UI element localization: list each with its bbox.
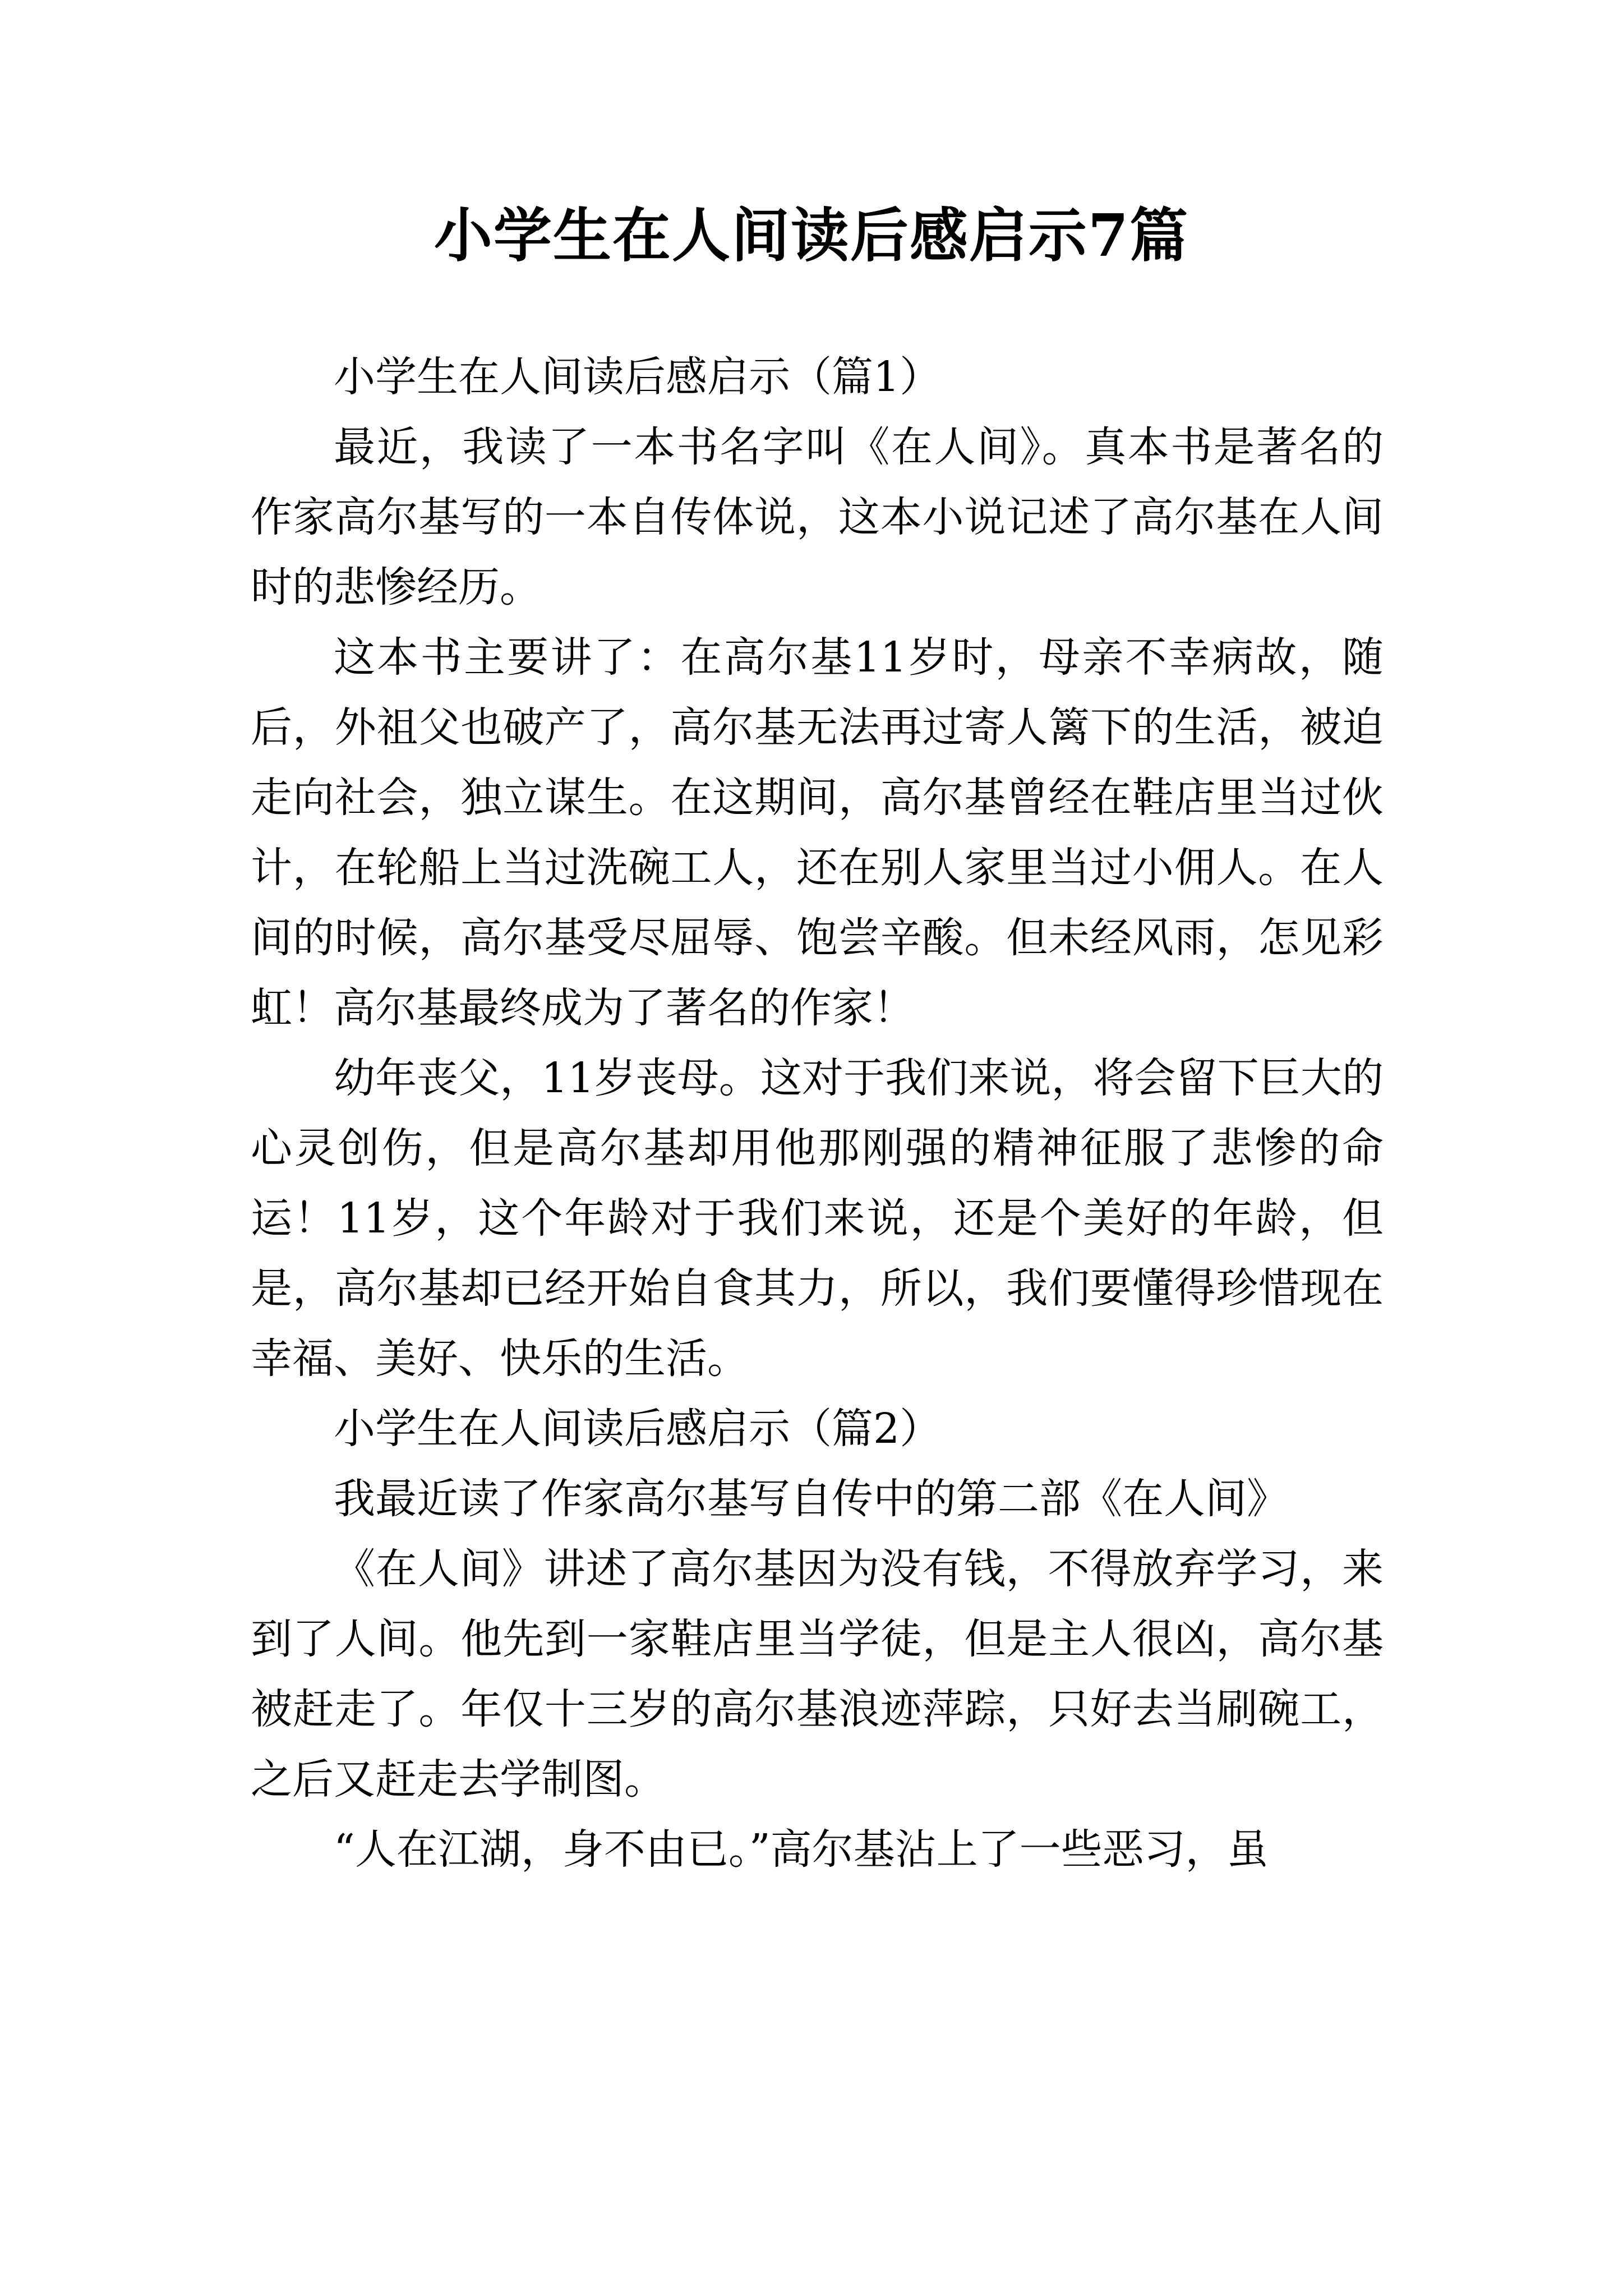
paragraph: 这本书主要讲了：在高尔基11岁时，母亲不幸病故，随后，外祖父也破产了，高尔基无法再过寄人篱下的生活，被迫走向社会，独立谋生。在这期间，高尔基曾经在鞋店里当过伙计，在轮船上当过洗碗工人，还在别人家里当过小佣人。在人间的时候，高尔基受尽屈辱、饱尝辛酸。但未经风雨，怎见彩虹！高尔基最终成为了著名的作家！ (251, 633, 1384, 1032)
document-body (251, 342, 1384, 1885)
paragraph: 幼年丧父，11岁丧母。这对于我们来说，将会留下巨大的心灵创伤，但是高尔基却用他那刚强的精神征服了悲惨的命运！11岁，这个年龄对于我们来说，还是个美好的年龄，但是，高尔基却已经开始自食其力，所以，我们要懂得珍惜现在幸福、美好、快乐的生活。 (251, 1054, 1384, 1383)
paragraph: 《在人间》讲述了高尔基因为没有钱，不得放弃学习，来到了人间。他先到一家鞋店里当学徒，但是主人很凶，高尔基被赶走了。年仅十三岁的高尔基浪迹萍踪，只好去当刷碗工，之后又赶走去学制图。 (251, 1545, 1384, 1803)
document-title: 小学生在人间读后感启示7篇 (434, 201, 1189, 270)
paragraph: 我最近读了作家高尔基写自传中的第二部《在人间》 (334, 1475, 1288, 1523)
paragraph: 最近，我读了一本书名字叫《在人间》。真本书是著名的作家高尔基写的一本自传体说，这本小说记述了高尔基在人间时的悲惨经历。 (251, 423, 1384, 611)
section-heading-2: 小学生在人间读后感启示（篇2） (334, 1405, 942, 1453)
paragraph: “人在江湖，身不由已。”高尔基沾上了一些恶习，虽 (334, 1825, 1269, 1874)
section-heading-1: 小学生在人间读后感启示（篇1） (334, 353, 942, 401)
